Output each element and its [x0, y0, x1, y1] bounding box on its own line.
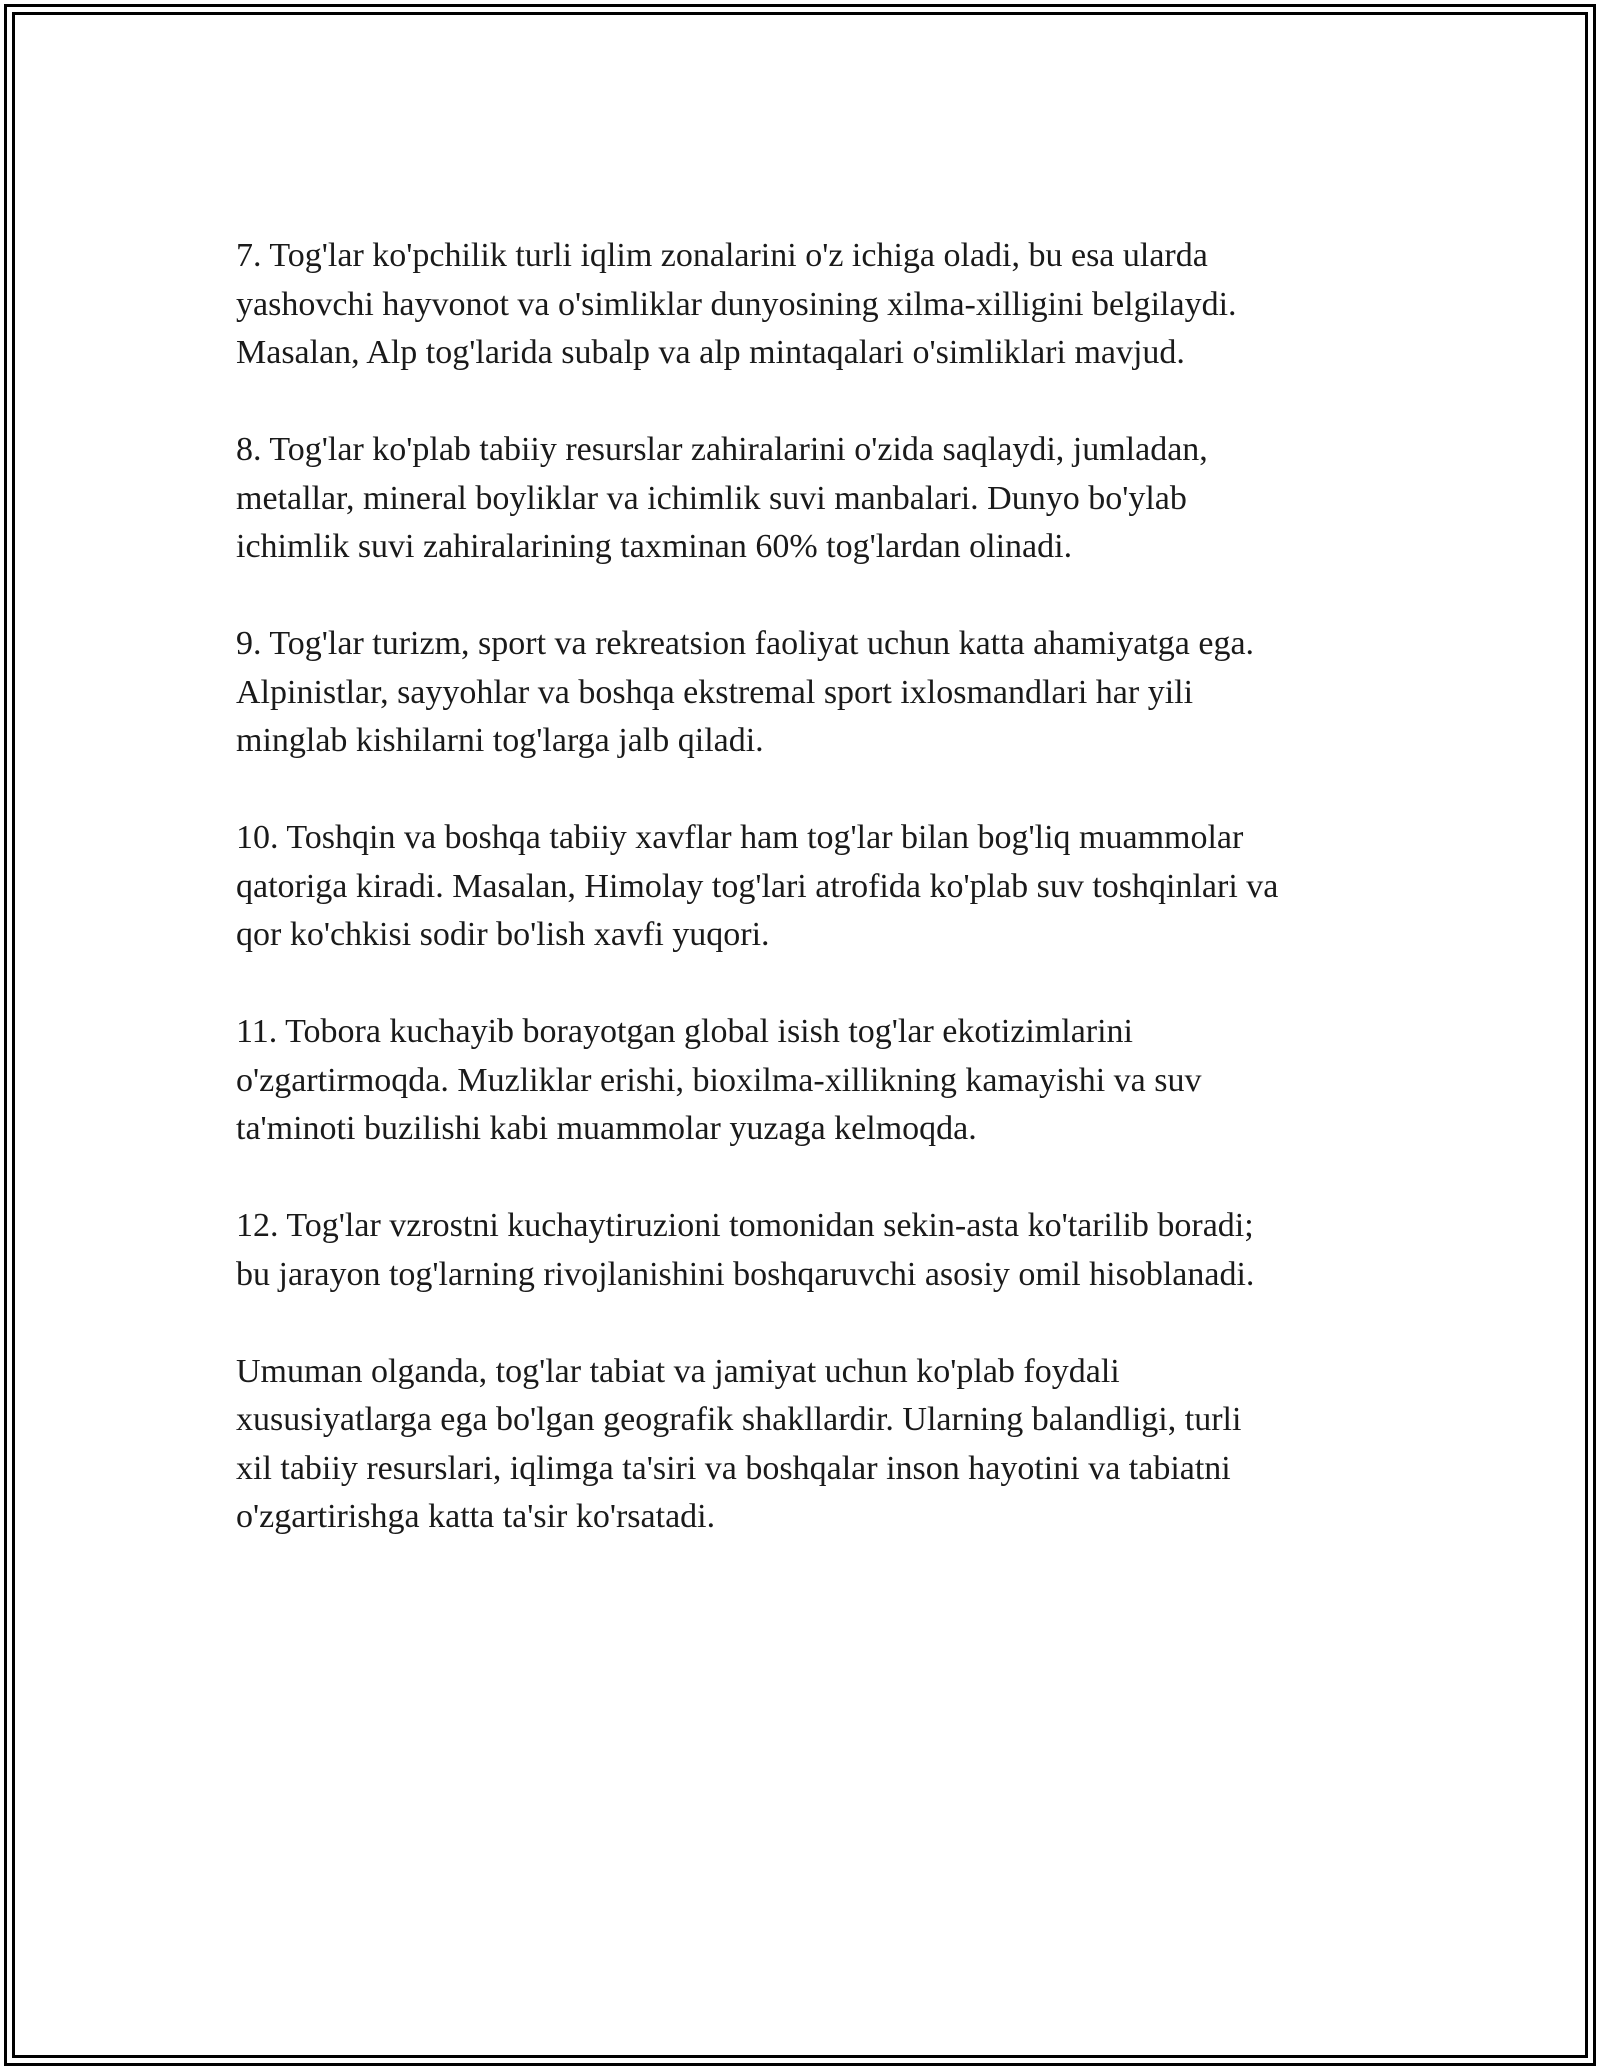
document-body	[236, 232, 1386, 1542]
paragraph-9: 9. Tog'lar turizm, sport va rekreatsion faoliyat uchun katta ahamiyatga ega. Alpinistlar, sayyohlar va boshqa ekstremal sport ixlosmandlari har yili minglab kishilarni tog'larga jalb qiladi.	[236, 625, 1255, 759]
paragraph-7: 7. Tog'lar ko'pchilik turli iqlim zonalarini o'z ichiga oladi, bu esa ularda yashovchi hayvonot va o'simliklar dunyosining xilma-xilligini belgilaydi. Masalan, Alp tog'larida subalp va alp mintaqalari o'simliklari mavjud.	[236, 237, 1237, 371]
paragraph-12: 12. Tog'lar vzrostni kuchaytiruzioni tomonidan sekin-asta ko'tarilib boradi; bu jarayon tog'larning rivojlanishini boshqaruvchi asosiy omil hisoblanadi.	[236, 1207, 1255, 1293]
paragraph-8: 8. Tog'lar ko'plab tabiiy resurslar zahiralarini o'zida saqlaydi, jumladan, metallar, mineral boyliklar va ichimlik suvi manbalari. Dunyo bo'ylab ichimlik suvi zahiralarining taxminan 60% tog'lardan olinadi.	[236, 431, 1208, 565]
paragraph-11: 11. Tobora kuchayib borayotgan global isish tog'lar ekotizimlarini o'zgartirmoqda. Muzliklar erishi, bioxilma-xillikning kamayishi va suv ta'minoti buzilishi kabi muammolar yuzaga kelmoqda.	[236, 1013, 1202, 1147]
paragraph-conclusion: Umuman olganda, tog'lar tabiat va jamiyat uchun ko'plab foydali xususiyatlarga ega bo'lgan geografik shakllardir. Ularning balandligi, turli xil tabiiy resurslari, iqlimga ta'siri va boshqalar inson hayotini va tabiatni o'zgartirishga katta ta'sir ko'rsatadi.	[236, 1352, 1242, 1535]
paragraph-10: 10. Toshqin va boshqa tabiiy xavflar ham tog'lar bilan bog'liq muammolar qatoriga kiradi. Masalan, Himolay tog'lari atrofida ko'plab suv toshqinlari va qor ko'chkisi sodir bo'lish xavfi yuqori.	[236, 819, 1279, 953]
